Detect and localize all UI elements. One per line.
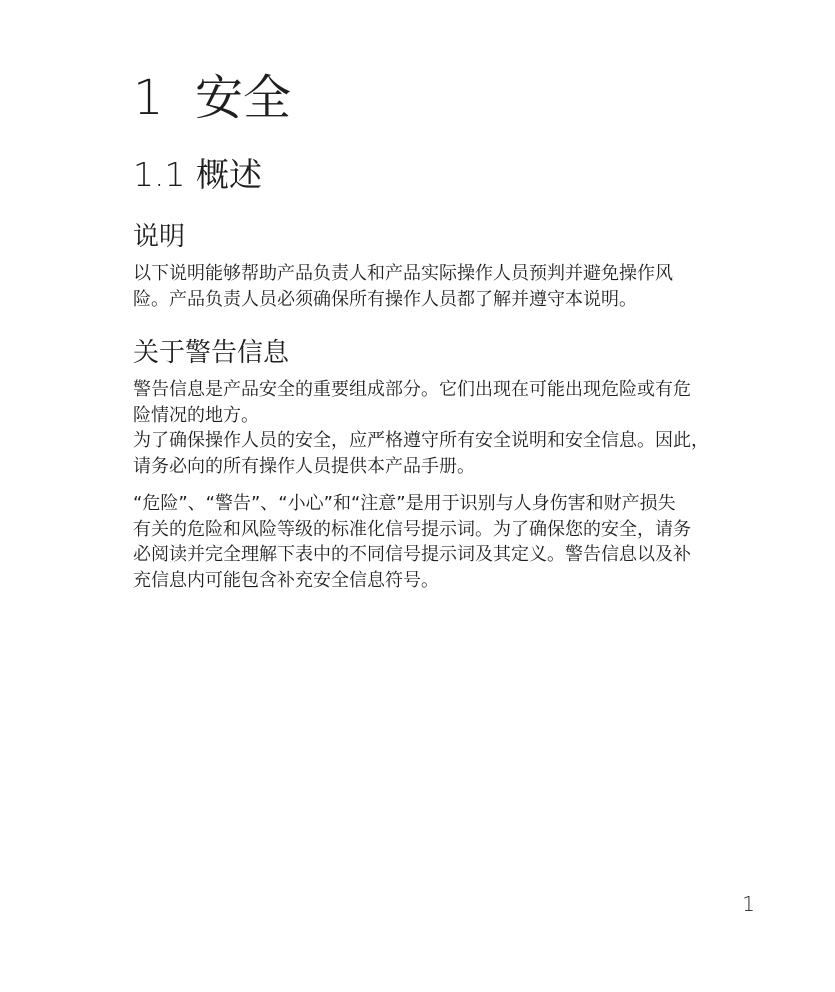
section-number: 1.1 (133, 155, 186, 194)
subsection-heading-description: 说明 (133, 222, 186, 252)
text-line: 为了确保操作人员的安全，应严格遵守所有安全说明和安全信息。因此， (133, 430, 709, 451)
text-line: 以下说明能够帮助产品负责人和产品实际操作人员预判并避免操作风 (133, 263, 673, 284)
text-line: 充信息内可能包含补充安全信息符号。 (133, 569, 439, 591)
text-line: 险情况的地方。 (133, 404, 259, 426)
subsection-heading-warnings: 关于警告信息 (133, 338, 290, 368)
text-line: “危险”、“警告”、“小心”和“注意”是用于识别与人身伤害和财产损失 (133, 493, 676, 514)
text-line: 请务必向的所有操作人员提供本产品手册。 (133, 455, 475, 477)
warnings-paragraph-2 (133, 491, 758, 593)
text-line: 必阅读并完全理解下表中的不同信号提示词及其定义。警告信息以及补 (133, 544, 691, 565)
section-heading (133, 154, 262, 196)
text-line: 警告信息是产品安全的重要组成部分。它们出现在可能出现危险或有危 (133, 379, 691, 400)
text-line: 险。产品负责人员必须确保所有操作人员都了解并遵守本说明。 (133, 288, 637, 310)
chapter-number: 1 (133, 70, 164, 126)
text-line: 有关的危险和风险等级的标准化信号提示词。为了确保您的安全，请务 (133, 518, 691, 540)
chapter-heading (133, 70, 291, 126)
description-paragraph (133, 261, 758, 312)
chapter-title: 安全 (195, 70, 292, 126)
section-title: 概述 (196, 155, 262, 194)
page-number: 1 (742, 892, 755, 916)
warnings-paragraph-1 (133, 377, 758, 479)
